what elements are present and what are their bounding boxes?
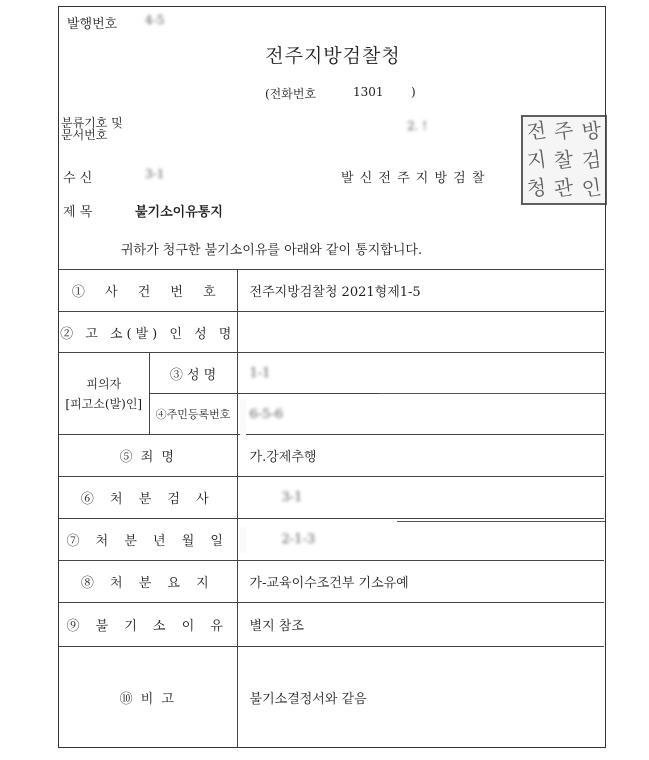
id-number-label: ④주민등록번호 <box>149 394 237 435</box>
scan-gap <box>240 527 246 553</box>
remarks-label: ⑩ 비 고 <box>59 647 237 748</box>
table-row <box>59 477 604 519</box>
crime-label: ⑤ 죄 명 <box>59 435 237 477</box>
prosecutor-value: 3-1 <box>281 490 303 505</box>
classification-value: 2. ! <box>407 119 428 133</box>
scan-line <box>397 521 605 522</box>
complainant-value <box>237 312 604 353</box>
table-row <box>59 312 604 353</box>
scan-gap <box>240 399 246 439</box>
phone-value: 1301 <box>353 85 384 99</box>
notice-table <box>59 269 604 748</box>
notice-document <box>58 6 606 748</box>
table-row <box>59 435 604 477</box>
suspect-label: 피의자 [피고소(발)인] <box>59 353 149 435</box>
recipient-value: 3-1 <box>145 167 165 181</box>
name-value: 1-1 <box>249 365 271 381</box>
subject-label: 제 목 <box>63 205 93 220</box>
crime-value: 가.강제추행 <box>237 435 604 477</box>
remarks-value: 불기소결정서와 같음 <box>237 647 604 748</box>
non-indictment-reason-label: ⑨ 불 기 소 이 유 <box>59 603 237 647</box>
name-label: ③ 성 명 <box>149 353 237 394</box>
disposition-gist-label: ⑧ 처 분 요 지 <box>59 561 237 603</box>
phone-label: (전화번호 <box>265 87 317 101</box>
case-number-value: 전주지방검찰청 2021형제1-5 <box>237 270 604 312</box>
scan-line <box>379 393 605 394</box>
table-row <box>59 353 604 394</box>
disposition-date-value: 2-1-3 <box>281 532 316 547</box>
org-title: 전주지방검찰청 <box>265 45 401 67</box>
classification-label: 분류기호 및 문서번호 <box>61 116 123 142</box>
non-indictment-reason-value: 별지 참조 <box>237 603 604 647</box>
prosecutor-label: ⑥ 처 분 검 사 <box>59 477 237 519</box>
table-row <box>59 647 604 748</box>
table-row <box>59 603 604 647</box>
issue-number-value: 4-5 <box>145 13 165 27</box>
phone-close: ) <box>411 85 416 99</box>
case-number-label: ① 사 건 번 호 <box>59 270 237 312</box>
disposition-gist-value: 가-교육이수조건부 기소유예 <box>237 561 604 603</box>
subject-value: 불기소이유통지 <box>135 205 223 220</box>
id-number-value: 6-5-6 <box>249 406 284 422</box>
official-seal: 전 주 방 지 찰 검 청 관 인 <box>521 115 607 205</box>
table-row <box>59 561 604 603</box>
disposition-date-label: ⑦ 처 분 년 월 일 <box>59 519 237 561</box>
intro-text: 귀하가 청구한 불기소이유를 아래와 같이 통지합니다. <box>121 243 423 258</box>
table-row <box>59 270 604 312</box>
complainant-label: ② 고 소(발) 인 성 명 <box>59 312 237 353</box>
issue-number-label: 발행번호 <box>67 17 118 32</box>
sender-name: 발 신 전 주 지 방 검 찰 <box>341 171 486 186</box>
table-row <box>59 519 604 561</box>
recipient-label: 수 신 <box>63 171 93 186</box>
